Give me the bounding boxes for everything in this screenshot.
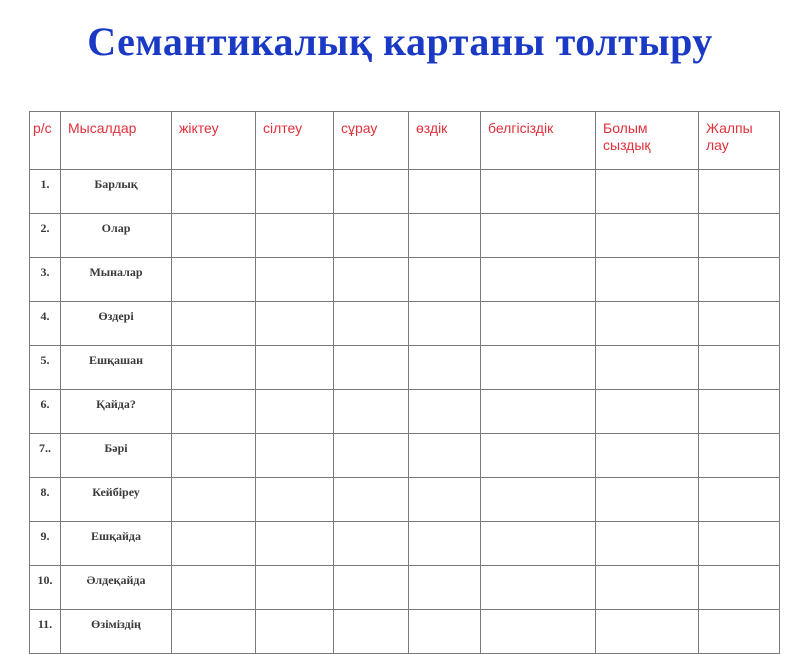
- empty-cell[interactable]: [699, 214, 780, 258]
- empty-cell[interactable]: [334, 214, 409, 258]
- example-word: Өздері: [61, 302, 172, 346]
- column-header: Жалпы лау: [699, 112, 780, 170]
- example-word: Бәрі: [61, 434, 172, 478]
- row-number: 2.: [30, 214, 61, 258]
- empty-cell[interactable]: [409, 566, 481, 610]
- empty-cell[interactable]: [172, 258, 256, 302]
- empty-cell[interactable]: [409, 302, 481, 346]
- empty-cell[interactable]: [409, 258, 481, 302]
- row-number: 3.: [30, 258, 61, 302]
- empty-cell[interactable]: [172, 302, 256, 346]
- example-word: Қайда?: [61, 390, 172, 434]
- header-row: [30, 112, 780, 170]
- empty-cell[interactable]: [334, 302, 409, 346]
- column-header: сілтеу: [256, 112, 334, 170]
- empty-cell[interactable]: [334, 170, 409, 214]
- empty-cell[interactable]: [596, 434, 699, 478]
- row-number: 11.: [30, 610, 61, 654]
- empty-cell[interactable]: [256, 434, 334, 478]
- empty-cell[interactable]: [334, 258, 409, 302]
- row-number: 9.: [30, 522, 61, 566]
- empty-cell[interactable]: [409, 346, 481, 390]
- empty-cell[interactable]: [256, 258, 334, 302]
- column-header: Мысалдар: [61, 112, 172, 170]
- empty-cell[interactable]: [409, 434, 481, 478]
- empty-cell[interactable]: [409, 170, 481, 214]
- empty-cell[interactable]: [256, 214, 334, 258]
- empty-cell[interactable]: [256, 170, 334, 214]
- empty-cell[interactable]: [409, 610, 481, 654]
- table-row: [30, 258, 780, 302]
- empty-cell[interactable]: [334, 566, 409, 610]
- empty-cell[interactable]: [699, 522, 780, 566]
- empty-cell[interactable]: [172, 566, 256, 610]
- empty-cell[interactable]: [172, 346, 256, 390]
- empty-cell[interactable]: [334, 610, 409, 654]
- table-row: [30, 566, 780, 610]
- empty-cell[interactable]: [334, 478, 409, 522]
- empty-cell[interactable]: [256, 610, 334, 654]
- empty-cell[interactable]: [172, 478, 256, 522]
- empty-cell[interactable]: [409, 214, 481, 258]
- empty-cell[interactable]: [699, 258, 780, 302]
- column-header: жіктеу: [172, 112, 256, 170]
- table-row: [30, 522, 780, 566]
- empty-cell[interactable]: [481, 170, 596, 214]
- example-word: Олар: [61, 214, 172, 258]
- empty-cell[interactable]: [256, 478, 334, 522]
- empty-cell[interactable]: [481, 566, 596, 610]
- empty-cell[interactable]: [596, 258, 699, 302]
- column-header: өздік: [409, 112, 481, 170]
- empty-cell[interactable]: [256, 566, 334, 610]
- empty-cell[interactable]: [334, 346, 409, 390]
- example-word: Өзіміздің: [61, 610, 172, 654]
- empty-cell[interactable]: [699, 566, 780, 610]
- empty-cell[interactable]: [699, 302, 780, 346]
- empty-cell[interactable]: [481, 214, 596, 258]
- table-row: [30, 610, 780, 654]
- empty-cell[interactable]: [699, 170, 780, 214]
- table-body: [30, 170, 780, 654]
- empty-cell[interactable]: [256, 522, 334, 566]
- empty-cell[interactable]: [172, 434, 256, 478]
- empty-cell[interactable]: [699, 346, 780, 390]
- empty-cell[interactable]: [596, 214, 699, 258]
- empty-cell[interactable]: [596, 522, 699, 566]
- example-word: Ешқайда: [61, 522, 172, 566]
- empty-cell[interactable]: [409, 522, 481, 566]
- empty-cell[interactable]: [596, 390, 699, 434]
- empty-cell[interactable]: [699, 610, 780, 654]
- empty-cell[interactable]: [699, 434, 780, 478]
- empty-cell[interactable]: [334, 522, 409, 566]
- row-number: 7..: [30, 434, 61, 478]
- table-row: [30, 478, 780, 522]
- column-header: сұрау: [334, 112, 409, 170]
- table-row: [30, 434, 780, 478]
- empty-cell[interactable]: [256, 346, 334, 390]
- example-word: Мыналар: [61, 258, 172, 302]
- empty-cell[interactable]: [334, 390, 409, 434]
- empty-cell[interactable]: [481, 390, 596, 434]
- empty-cell[interactable]: [596, 346, 699, 390]
- row-number: 6.: [30, 390, 61, 434]
- empty-cell[interactable]: [596, 170, 699, 214]
- empty-cell[interactable]: [481, 434, 596, 478]
- empty-cell[interactable]: [596, 566, 699, 610]
- row-number: 8.: [30, 478, 61, 522]
- table-row: [30, 302, 780, 346]
- empty-cell[interactable]: [481, 478, 596, 522]
- empty-cell[interactable]: [481, 258, 596, 302]
- empty-cell[interactable]: [596, 302, 699, 346]
- example-word: Ешқашан: [61, 346, 172, 390]
- row-number: 1.: [30, 170, 61, 214]
- table-row: [30, 390, 780, 434]
- empty-cell[interactable]: [481, 302, 596, 346]
- empty-cell[interactable]: [334, 434, 409, 478]
- example-word: Әлдеқайда: [61, 566, 172, 610]
- row-number: 4.: [30, 302, 61, 346]
- empty-cell[interactable]: [409, 478, 481, 522]
- empty-cell[interactable]: [172, 170, 256, 214]
- empty-cell[interactable]: [256, 302, 334, 346]
- column-header: белгісіздік: [481, 112, 596, 170]
- row-number: 10.: [30, 566, 61, 610]
- column-header: Болым сыздық: [596, 112, 699, 170]
- column-header: р/с: [30, 112, 61, 170]
- table-row: [30, 214, 780, 258]
- empty-cell[interactable]: [172, 214, 256, 258]
- row-number: 5.: [30, 346, 61, 390]
- empty-cell[interactable]: [172, 390, 256, 434]
- empty-cell[interactable]: [596, 478, 699, 522]
- empty-cell[interactable]: [172, 610, 256, 654]
- empty-cell[interactable]: [256, 390, 334, 434]
- empty-cell[interactable]: [481, 610, 596, 654]
- empty-cell[interactable]: [699, 390, 780, 434]
- table-row: [30, 346, 780, 390]
- empty-cell[interactable]: [596, 610, 699, 654]
- empty-cell[interactable]: [172, 522, 256, 566]
- empty-cell[interactable]: [481, 522, 596, 566]
- example-word: Кейбіреу: [61, 478, 172, 522]
- page-title: Семантикалық картаны толтыру: [87, 19, 713, 64]
- empty-cell[interactable]: [481, 346, 596, 390]
- empty-cell[interactable]: [409, 390, 481, 434]
- table-row: [30, 170, 780, 214]
- example-word: Барлық: [61, 170, 172, 214]
- semantic-map-table: [29, 111, 780, 654]
- empty-cell[interactable]: [699, 478, 780, 522]
